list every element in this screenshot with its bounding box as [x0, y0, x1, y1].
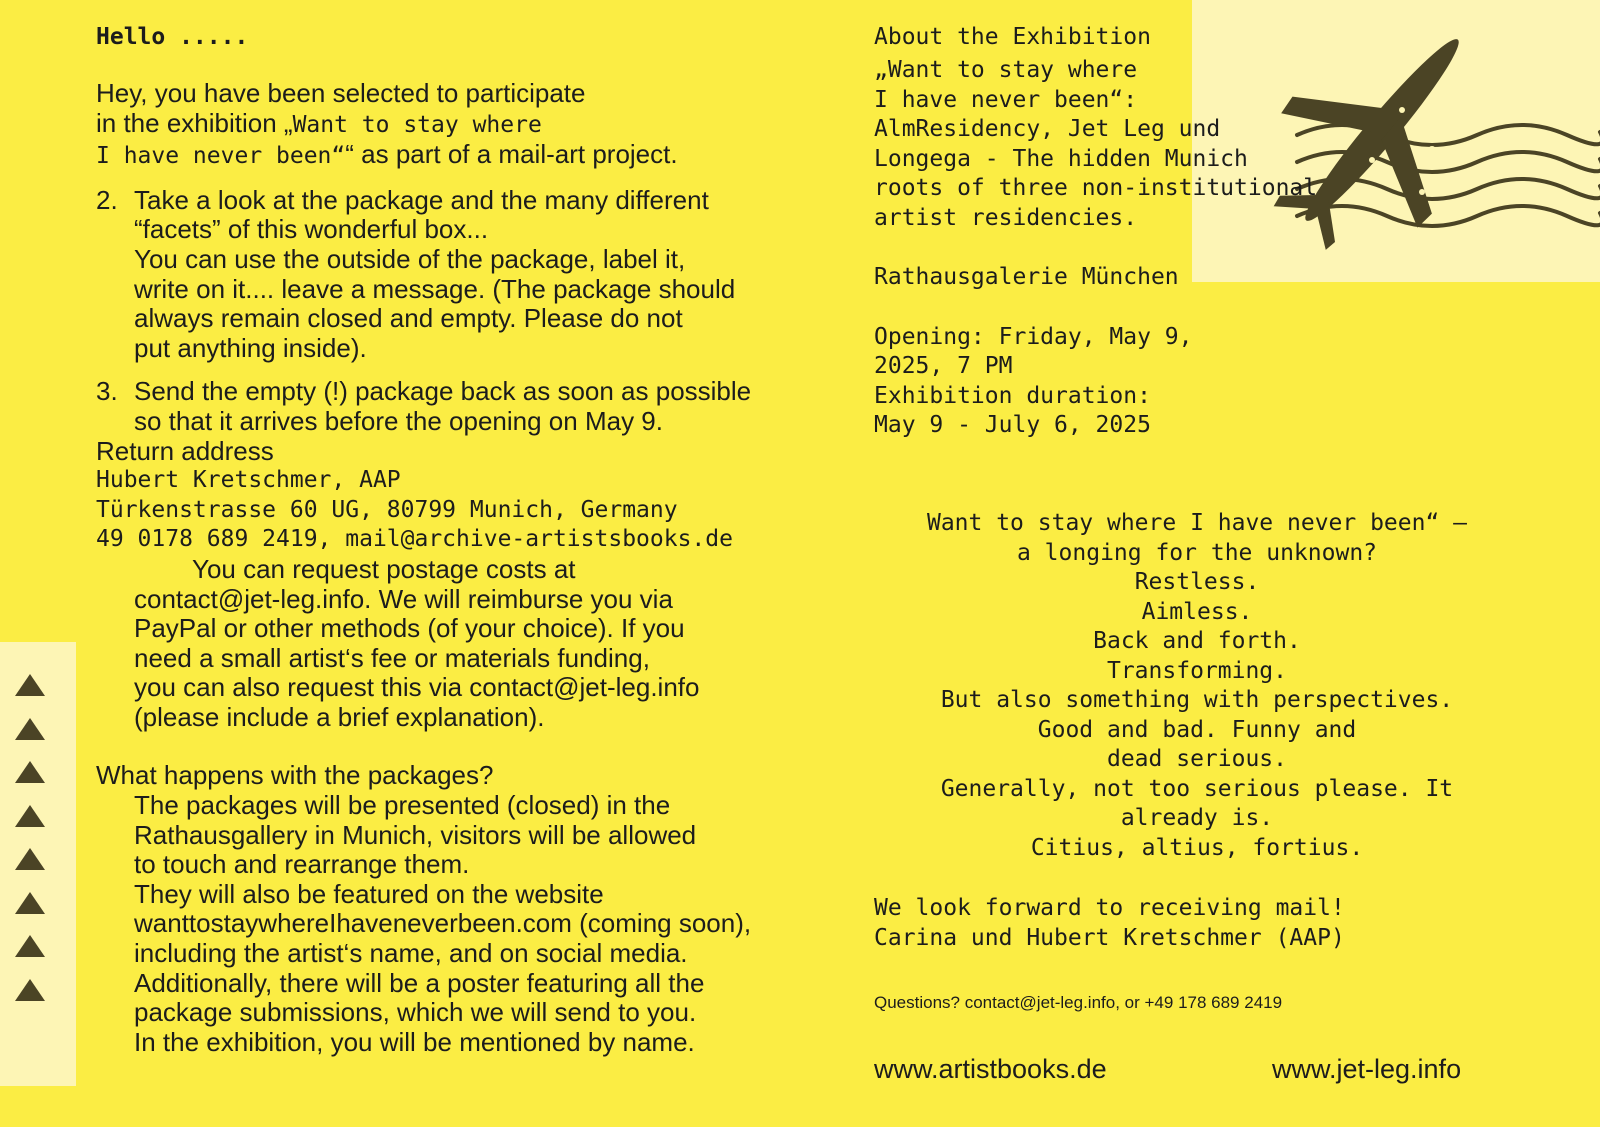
- closing-block: [874, 894, 1494, 953]
- left-column: [96, 22, 856, 1057]
- packages-line: Additionally, there will be a poster featuring all the: [134, 967, 705, 998]
- intro-title-a: Want to stay where: [292, 111, 542, 138]
- artistbooks-link[interactable]: www.artistbooks.de: [874, 1054, 1107, 1084]
- step-2-line: always remain closed and empty. Please do not: [134, 303, 683, 334]
- packages-title: What happens with the packages?: [96, 760, 494, 791]
- about-line: AlmResidency, Jet Leg und: [874, 116, 1221, 142]
- about-line: Longega - The hidden Munich: [874, 145, 1248, 172]
- poem-line: Back and forth.: [1093, 628, 1301, 654]
- poem-line: Aimless.: [1141, 598, 1253, 625]
- opening-line: Opening: Friday, May 9,: [874, 323, 1193, 350]
- triangle-up-icon: [15, 979, 45, 1001]
- opening-line: 2025, 7 PM: [874, 353, 1013, 379]
- poem-line: But also something with perspectives.: [940, 687, 1454, 713]
- step-3: [96, 377, 856, 436]
- postage-line: need a small artist‘s fee or materials funding,: [134, 642, 650, 673]
- greeting: Hello .....: [96, 24, 249, 50]
- packages-line: package submissions, which we will send to you.: [134, 997, 697, 1028]
- poem-line: Good and bad. Funny and: [1037, 716, 1357, 743]
- intro-line-2a: in the exhibition „: [96, 107, 293, 138]
- poem-line: Citius, altius, fortius.: [1030, 834, 1364, 861]
- triangle-up-icon: [15, 892, 45, 914]
- address-street: Türkenstrasse 60 UG, 80799 Munich, Germany: [96, 496, 678, 523]
- step-2: [96, 186, 856, 364]
- poem-block: [874, 509, 1520, 863]
- poem-line: dead serious.: [1106, 746, 1287, 772]
- intro-line-3: “ as part of a mail-art project.: [345, 139, 678, 170]
- signature-line: Carina und Hubert Kretschmer (AAP): [874, 924, 1345, 951]
- packages-line: In the exhibition, you will be mentioned by name.: [134, 1026, 695, 1057]
- about-line: „Want to stay where: [874, 57, 1138, 83]
- poem-line: already is.: [1120, 805, 1274, 831]
- triangle-up-icon: [15, 761, 45, 783]
- poem-line: Transforming.: [1106, 657, 1287, 684]
- address-contact: 49 0178 689 2419, mail@archive-artistsbooks.de: [96, 526, 733, 553]
- poem-line: Generally, not too serious please. It: [940, 775, 1454, 802]
- step-2-line: put anything inside).: [134, 332, 367, 363]
- packages-line: They will also be featured on the website: [134, 878, 604, 909]
- poem-line: Restless.: [1134, 569, 1260, 595]
- postage-line: contact@jet-leg.info. We will reimburse you via: [134, 583, 673, 614]
- packages-line: to touch and rearrange them.: [134, 849, 470, 880]
- triangle-up-icon: [15, 674, 45, 696]
- about-line: I have never been“:: [874, 86, 1138, 113]
- packages-paragraph: [96, 791, 856, 1057]
- step-3-line: so that it arrives before the opening on May 9.: [134, 405, 663, 436]
- venue: Rathausgalerie München: [874, 264, 1179, 290]
- postage-line: You can request postage costs at: [192, 553, 576, 584]
- poem-line: a longing for the unknown?: [1016, 539, 1378, 566]
- triangle-up-icon: [15, 805, 45, 827]
- postage-line: (please include a brief explanation).: [134, 701, 545, 732]
- step-2-line: write on it.... leave a message. (The package should: [134, 273, 736, 304]
- step-3-line: Send the empty (!) package back as soon as possible: [134, 376, 752, 407]
- postage-paragraph: [96, 555, 856, 733]
- packages-line: wanttostaywhereIhaveneverbeen.com (coming soon),: [134, 908, 752, 939]
- questions-contact: Questions? contact@jet-leg.info, or +49 178 689 2419: [874, 993, 1283, 1012]
- packages-line: The packages will be presented (closed) in the: [134, 790, 671, 821]
- poem-line: Want to stay where I have never been“ –: [926, 510, 1468, 536]
- step-3-number: 3.: [96, 376, 118, 407]
- postage-line: PayPal or other methods (of your choice). If you: [134, 613, 685, 644]
- duration-dates: May 9 - July 6, 2025: [874, 412, 1151, 438]
- about-line: artist residencies.: [874, 204, 1138, 231]
- packages-line: including the artist‘s name, and on social media.: [134, 938, 688, 969]
- side-strip: [0, 642, 76, 1086]
- about-title: About the Exhibition: [874, 24, 1151, 50]
- step-2-line: You can use the outside of the package, label it,: [134, 243, 686, 274]
- return-address-label: Return address: [96, 435, 274, 466]
- step-2-number: 2.: [96, 184, 118, 215]
- about-line: roots of three non-institutional: [874, 175, 1318, 201]
- intro-title-b: I have never been“: [96, 143, 346, 170]
- packages-line: Rathausgallery in Munich, visitors will be allowed: [134, 819, 697, 850]
- jet-leg-link[interactable]: www.jet-leg.info: [1272, 1054, 1462, 1084]
- triangle-up-icon: [15, 718, 45, 740]
- postage-line: you can also request this via contact@jet-leg.info: [134, 672, 700, 703]
- triangle-up-icon: [15, 848, 45, 870]
- triangle-up-icon: [15, 935, 45, 957]
- closing-line: We look forward to receiving mail!: [874, 895, 1345, 921]
- address-name: Hubert Kretschmer, AAP: [96, 467, 401, 494]
- duration-label: Exhibition duration:: [874, 382, 1151, 409]
- step-2-line: “facets” of this wonderful box...: [134, 214, 489, 245]
- step-2-line: Take a look at the package and the many different: [134, 184, 709, 215]
- intro-paragraph: [96, 79, 856, 172]
- right-column: [874, 22, 1434, 441]
- intro-line-1: Hey, you have been selected to participate: [96, 78, 586, 108]
